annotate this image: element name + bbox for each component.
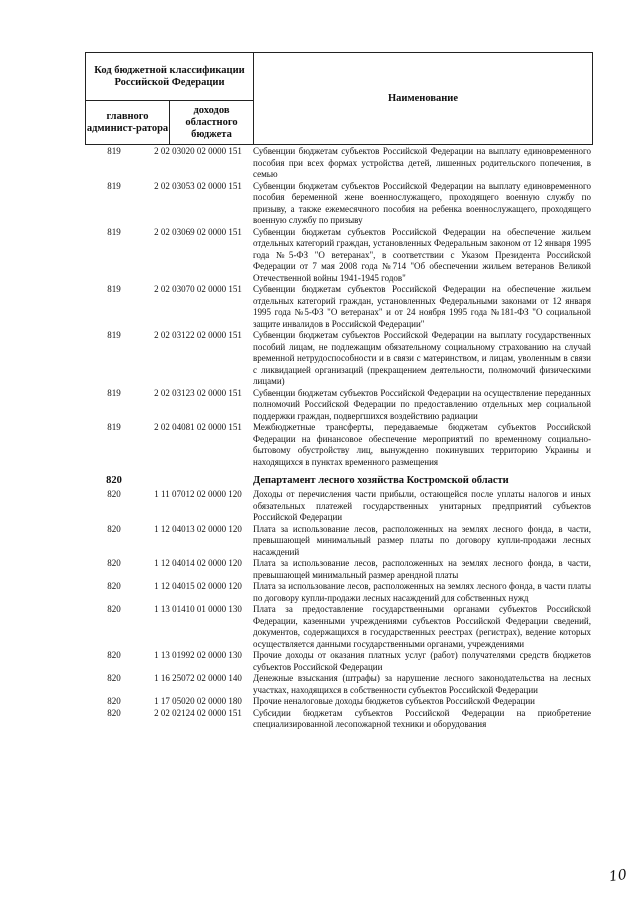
name-cell: Плата за использование лесов, расположенных на землях лесного фонда, в части, превышающей минимальный размер арендной платы [253, 558, 591, 580]
admin-code-cell: 819 [107, 180, 121, 191]
name-cell: Субвенции бюджетам субъектов Российской Федерации на выплату единовременного пособия беременной жене военнослужащего, проходящего военную службу по призыву, а также ежемесячного пособия на ребенка военнослужащего, проходящего военную службу по призыву [253, 180, 591, 225]
table-row [85, 696, 595, 708]
table-row [85, 284, 595, 330]
table-header [85, 52, 593, 145]
income-code-cell: 2 02 02124 02 0000 151 [154, 707, 242, 718]
admin-code-cell: 820 [107, 650, 121, 660]
name-cell: Субвенции бюджетам субъектов Российской Федерации на выплату единовременного пособия при всех формах устройства детей, лишенных родительского попечения, в семью [253, 146, 591, 179]
income-code-cell: 1 16 25072 02 0000 140 [154, 673, 242, 683]
admin-code-cell: 820 [107, 673, 121, 683]
income-code-cell: 2 02 03020 02 0000 151 [154, 146, 242, 156]
name-cell: Департамент лесного хозяйства Костромской области [253, 475, 509, 486]
name-cell: Прочие неналоговые доходы бюджетов субъектов Российской Федерации [253, 696, 535, 706]
income-code-cell: 1 13 01992 02 0000 130 [154, 650, 242, 660]
table-row [85, 489, 595, 524]
table-row [85, 181, 595, 227]
income-code-cell: 2 02 03053 02 0000 151 [154, 180, 242, 191]
admin-code-cell: 820 [106, 475, 122, 486]
table-row [85, 650, 595, 673]
income-code-cell: 2 02 03070 02 0000 151 [154, 284, 242, 294]
admin-code-cell: 820 [107, 489, 121, 499]
table-body [85, 146, 595, 731]
name-cell: Субвенции бюджетам субъектов Российской Федерации на осуществление переданных полномочий Российской Федерации по предоставлению отдельных мер социальной поддержки граждан, подвергшихся воздействию радиации [253, 387, 591, 421]
admin-code-cell: 820 [107, 604, 121, 614]
admin-column-header: главного админист-ратора [86, 101, 170, 145]
table-row [85, 708, 595, 731]
income-code-cell: 1 17 05020 02 0000 180 [154, 696, 242, 706]
income-code-cell: 2 02 03069 02 0000 151 [154, 226, 242, 237]
admin-code-cell: 820 [107, 696, 121, 706]
table-row [85, 581, 595, 604]
income-code-cell: 2 02 04081 02 0000 151 [154, 422, 242, 432]
admin-code-cell: 820 [107, 558, 121, 568]
income-code-cell: 1 12 04014 02 0000 120 [154, 558, 242, 568]
table-row [85, 422, 595, 468]
admin-code-cell: 819 [107, 146, 121, 156]
table-row [85, 673, 595, 696]
income-code-cell: 1 12 04015 02 0000 120 [154, 581, 242, 591]
table-row [85, 227, 595, 285]
name-cell: Субсидии бюджетам субъектов Российской Федерации на приобретение специализированной лесопожарной техники и оборудования [253, 707, 591, 729]
admin-code-cell: 820 [107, 581, 121, 591]
income-column-header: доходов областного бюджета [170, 101, 254, 145]
table-row [85, 558, 595, 581]
admin-code-cell: 819 [107, 330, 121, 340]
table-row [85, 388, 595, 423]
table-row [85, 474, 595, 487]
table-row [85, 604, 595, 650]
name-cell: Субвенции бюджетам субъектов Российской Федерации на обеспечение жильем отдельных категорий граждан, установленных Федеральным законом от 12 января 1995 года №5-ФЗ "О ветеранах", в соответствии с Указом Президента Российской Федерации от 7 мая 2008 года №714 "Об обеспечении жильем ветеранов Великой Отечественной войны 1941-1945 годов" [253, 226, 591, 283]
admin-code-cell: 819 [107, 226, 121, 237]
name-cell: Прочие доходы от оказания платных услуг (работ) получателями средств бюджетов субъектов Российской Федерации [253, 650, 591, 672]
table-row [85, 524, 595, 559]
income-code-cell: 2 02 03122 02 0000 151 [154, 330, 242, 340]
table-row [85, 146, 595, 181]
classification-header: Код бюджетной классификации Российской Федерации [86, 53, 254, 101]
name-column-header: Наименование [254, 53, 593, 145]
income-code-cell: 1 13 01410 01 0000 130 [154, 604, 242, 614]
name-cell: Межбюджетные трансферты, передаваемые бюджетам субъектов Российской Федерации на финансовое обеспечение мероприятий по временному социально-бытовому обустройству лиц, вынужденно покинувших территорию Украины и находящихся в пунктах временного размещения [253, 422, 591, 467]
page-number: 10 [607, 866, 628, 886]
table-row [85, 330, 595, 388]
name-cell: Плата за предоставление государственными органами субъектов Российской Федерации, казенными учреждениями субъектов Российской Федерации сведений, документов, содержащихся в государственных реестрах (регистрах), ведение которых осуществляется данными государственными органами, учреждениями [253, 604, 591, 649]
income-code-cell: 1 11 07012 02 0000 120 [154, 489, 242, 499]
name-cell: Доходы от перечисления части прибыли, остающейся после уплаты налогов и иных обязательных платежей государственных унитарных предприятий субъектов Российской Федерации [253, 489, 591, 522]
admin-code-cell: 820 [107, 707, 121, 718]
admin-code-cell: 820 [107, 523, 121, 534]
name-cell: Субвенции бюджетам субъектов Российской Федерации на выплату государственных пособий лицам, не подлежащим обязательному социальному страхованию на случай временной нетрудоспособности и в связи с материнством, и лицам, уволенным в связи с ликвидацией организаций (прекращением деятельности, полномочий физическими лицами) [253, 330, 591, 386]
name-cell: Плата за использование лесов, расположенных на землях лесного фонда, в части, превышающей минимальный размер платы по договору купли-продажи лесных насаждений [253, 523, 591, 557]
income-code-cell: 2 02 03123 02 0000 151 [154, 387, 242, 398]
admin-code-cell: 819 [107, 284, 121, 294]
admin-code-cell: 819 [107, 422, 121, 432]
name-cell: Денежные взыскания (штрафы) за нарушение лесного законодательства на лесных участках, находящихся в собственности субъектов Российской Федерации [253, 673, 591, 695]
admin-code-cell: 819 [107, 387, 121, 398]
name-cell: Плата за использование лесов, расположенных на землях лесного фонда, в части платы по договору купли-продажи лесных насаждений для собственных нужд [253, 581, 591, 603]
income-code-cell: 1 12 04013 02 0000 120 [154, 523, 242, 534]
name-cell: Субвенции бюджетам субъектов Российской Федерации на обеспечение жильем отдельных категорий граждан, установленных Федеральными законами от 12 января 1995 года №5-ФЗ "О ветеранах" и от 24 ноября 1995 года №181-ФЗ "О социальной защите инвалидов в Российской Федерации" [253, 284, 591, 329]
